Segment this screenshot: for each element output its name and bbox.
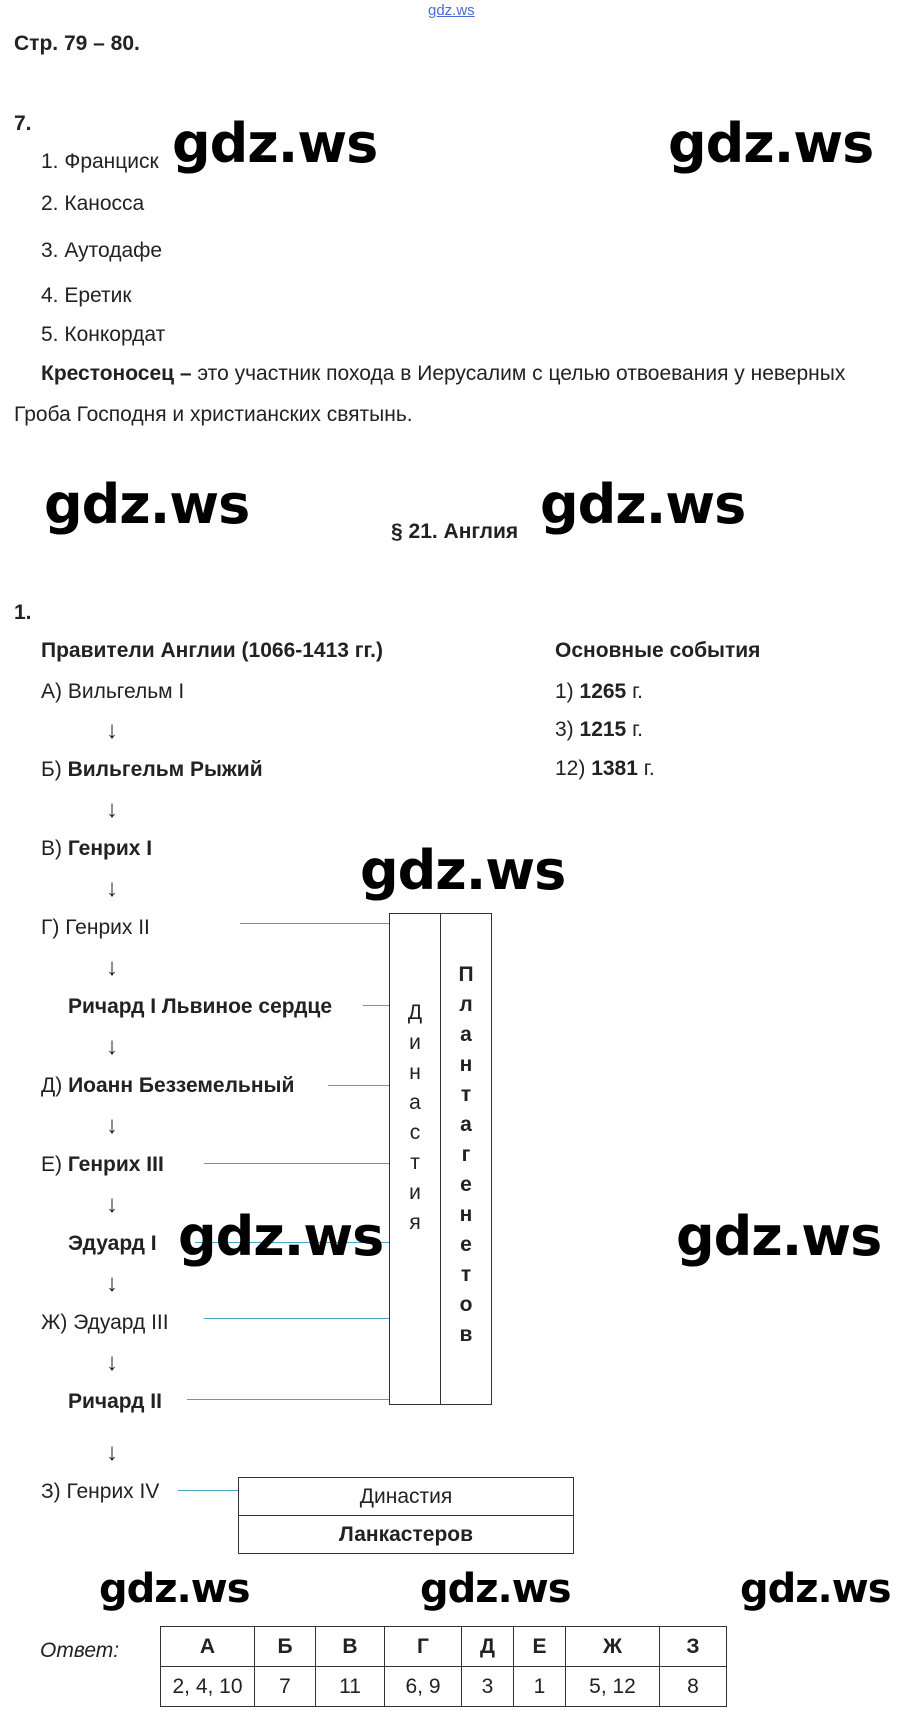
answer-label: Ответ: xyxy=(40,1639,120,1662)
dynasty-letter: н xyxy=(409,1061,421,1084)
lancaster-box-line2: Ланкастеров xyxy=(239,1515,573,1553)
watermark: gdz.ws xyxy=(172,112,378,175)
event-1: 1) 1265 г. xyxy=(555,680,643,703)
ruler-edward-i: Эдуард I xyxy=(68,1232,157,1255)
plantagenet-letter: е xyxy=(460,1173,472,1196)
watermark: gdz.ws xyxy=(99,1566,250,1612)
ruler-d: Д) Иоанн Безземельный xyxy=(41,1074,295,1097)
q1-number: 1. xyxy=(14,601,32,624)
ruler-z: З) Генрих IV xyxy=(41,1480,160,1503)
watermark: gdz.ws xyxy=(740,1566,891,1612)
answer-header: А xyxy=(161,1627,255,1667)
watermark: gdz.ws xyxy=(420,1566,571,1612)
q7-item-5: 5. Конкордат xyxy=(41,323,166,346)
ruler-b: Б) Вильгельм Рыжий xyxy=(41,758,263,781)
plantagenet-letter: П xyxy=(458,963,474,986)
plantagenet-letter: т xyxy=(460,1263,472,1286)
q7-item-2: 2. Каносса xyxy=(41,192,145,215)
down-arrow-icon: ↓ xyxy=(106,717,118,744)
plantagenet-letter: в xyxy=(459,1323,473,1346)
down-arrow-icon: ↓ xyxy=(106,1033,118,1060)
dynasty-letter: Д xyxy=(407,1001,423,1024)
down-arrow-icon: ↓ xyxy=(106,1191,118,1218)
dynasty-letter: я xyxy=(409,1211,421,1234)
down-arrow-icon: ↓ xyxy=(106,954,118,981)
plantagenet-letter: г xyxy=(461,1143,471,1166)
q7-definition: это участник похода в Иерусалим с целью отвоевания у неверных xyxy=(191,362,846,385)
answer-value: 3 xyxy=(462,1667,514,1707)
connector-line xyxy=(204,1318,390,1319)
watermark: gdz.ws xyxy=(668,112,874,175)
down-arrow-icon: ↓ xyxy=(106,1270,118,1297)
down-arrow-icon: ↓ xyxy=(106,1112,118,1139)
watermark: gdz.ws xyxy=(360,839,566,902)
answer-value: 6, 9 xyxy=(385,1667,462,1707)
connector-line xyxy=(178,1490,238,1491)
answer-header: Г xyxy=(385,1627,462,1667)
answer-header: З xyxy=(660,1627,727,1667)
dynasty-letter: и xyxy=(409,1031,421,1054)
page-ref: Стр. 79 – 80. xyxy=(14,32,140,55)
ruler-e: Е) Генрих III xyxy=(41,1153,164,1176)
watermark: gdz.ws xyxy=(44,473,250,536)
answer-header: Б xyxy=(255,1627,316,1667)
q7-number: 7. xyxy=(14,112,32,135)
down-arrow-icon: ↓ xyxy=(106,796,118,823)
connector-line xyxy=(363,1005,390,1006)
plantagenet-letter: н xyxy=(459,1203,473,1226)
connector-line xyxy=(328,1085,390,1086)
answer-header: В xyxy=(316,1627,385,1667)
ruler-richard-ii: Ричард II xyxy=(68,1390,162,1413)
answer-value: 7 xyxy=(255,1667,316,1707)
connector-line xyxy=(240,923,390,924)
answer-value: 11 xyxy=(316,1667,385,1707)
answer-header: Е xyxy=(514,1627,566,1667)
dynasty-letter: с xyxy=(409,1121,421,1144)
down-arrow-icon: ↓ xyxy=(106,1439,118,1466)
dynasty-letter: т xyxy=(410,1151,420,1174)
q7-definition-line2: Гроба Господня и христианских святынь. xyxy=(14,403,413,426)
down-arrow-icon: ↓ xyxy=(106,1349,118,1376)
q7-item-4: 4. Еретик xyxy=(41,284,132,307)
q7-term: Крестоносец – xyxy=(41,362,192,385)
event-2: 3) 1215 г. xyxy=(555,718,643,741)
watermark: gdz.ws xyxy=(676,1205,882,1268)
answer-value: 1 xyxy=(514,1667,566,1707)
plantagenet-letter: о xyxy=(459,1293,473,1316)
q7-item-3: 3. Аутодафе xyxy=(41,239,163,262)
connector-line xyxy=(187,1399,390,1400)
ruler-a: А) Вильгельм I xyxy=(41,680,185,703)
ruler-zh: Ж) Эдуард III xyxy=(41,1311,169,1334)
rulers-header: Правители Англии (1066-1413 гг.) xyxy=(41,639,384,662)
ruler-v: В) Генрих I xyxy=(41,837,153,860)
dynasty-letter: и xyxy=(409,1181,421,1204)
events-header: Основные события xyxy=(555,639,761,662)
answer-header-row xyxy=(161,1627,727,1667)
plantagenet-letter: а xyxy=(460,1113,472,1136)
plantagenet-letter: е xyxy=(460,1233,472,1256)
connector-line xyxy=(204,1163,390,1164)
site-link[interactable]: gdz.ws xyxy=(428,2,475,19)
ruler-richard-i: Ричард I Львиное сердце xyxy=(68,995,332,1018)
watermark: gdz.ws xyxy=(540,473,746,536)
section-title: § 21. Англия xyxy=(391,520,519,543)
plantagenet-letter: а xyxy=(460,1023,472,1046)
answer-table xyxy=(160,1626,727,1707)
dynasty-letter: а xyxy=(409,1091,421,1114)
answer-header: Д xyxy=(462,1627,514,1667)
plantagenet-letter: н xyxy=(459,1053,473,1076)
q7-definition-line1 xyxy=(41,362,845,386)
answer-value: 5, 12 xyxy=(566,1667,660,1707)
answer-value: 8 xyxy=(660,1667,727,1707)
lancaster-box-line1: Династия xyxy=(359,1485,453,1508)
down-arrow-icon: ↓ xyxy=(106,875,118,902)
event-3: 12) 1381 г. xyxy=(555,757,655,780)
ruler-g: Г) Генрих II xyxy=(41,916,150,939)
q7-item-1: 1. Франциск xyxy=(41,150,159,173)
answer-value: 2, 4, 10 xyxy=(161,1667,255,1707)
answer-header: Ж xyxy=(566,1627,660,1667)
watermark: gdz.ws xyxy=(178,1205,384,1268)
plantagenet-letter: л xyxy=(459,993,473,1016)
plantagenet-vertical-label xyxy=(451,960,481,1350)
lancaster-box xyxy=(238,1477,574,1554)
plantagenet-letter: т xyxy=(460,1083,472,1106)
plantagenet-divider xyxy=(440,913,441,1405)
dynasty-vertical-label xyxy=(400,998,430,1238)
answer-value-row xyxy=(161,1667,727,1707)
